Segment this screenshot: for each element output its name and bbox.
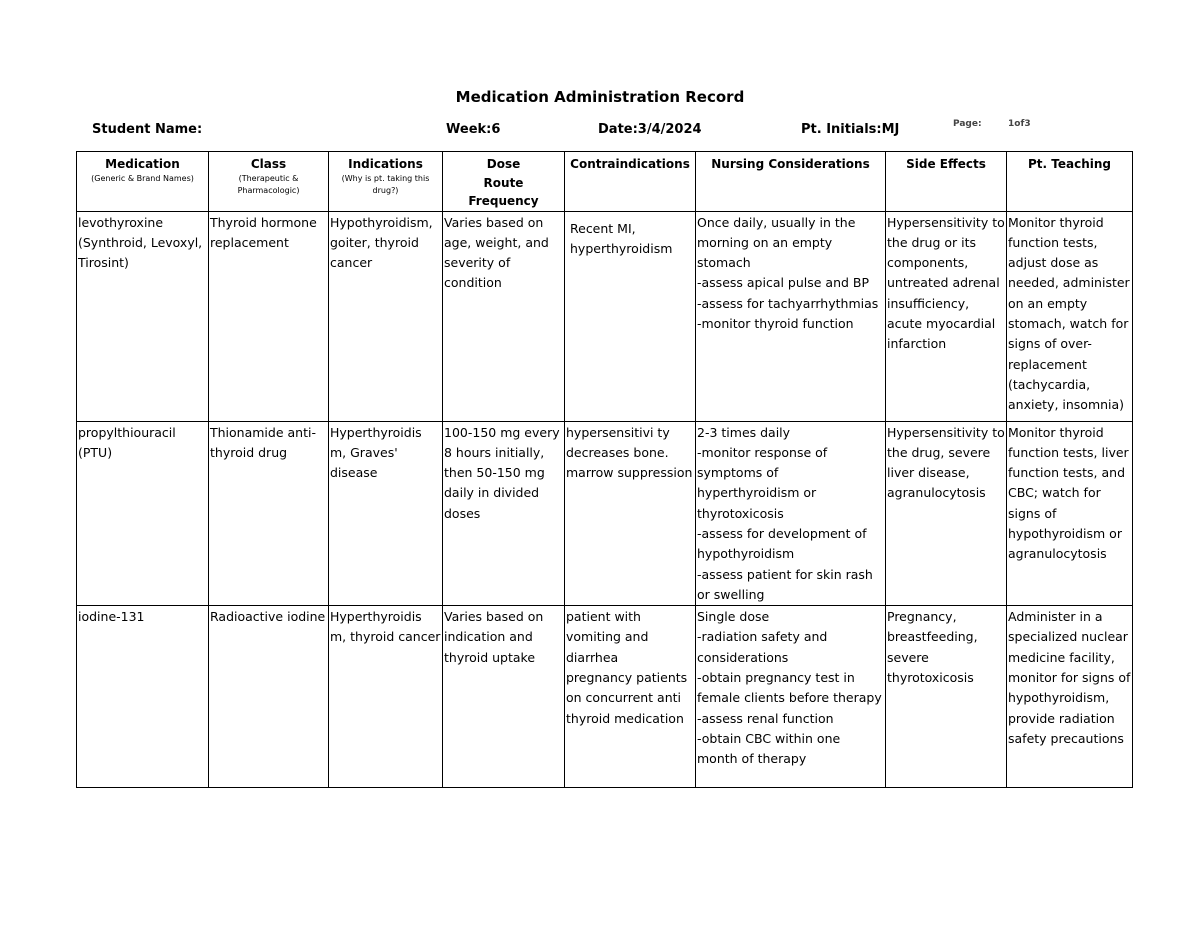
page-number: 1of3 (1008, 119, 1031, 129)
cell-medication: levothyroxine (Synthroid, Levoxyl, Tirosint) (77, 211, 209, 421)
header-class (209, 152, 329, 212)
header-label: Side Effects (906, 157, 986, 171)
header-pt-teaching (1007, 152, 1133, 212)
pt-initials-field: Pt. Initials:MJ (801, 122, 900, 137)
cell-contraindications: patient with vomiting and diarrhea pregnancy patients on concurrent anti thyroid medication (565, 606, 696, 788)
table-row (77, 211, 1133, 421)
cell-pt-teaching: Monitor thyroid function tests, liver function tests, and CBC; watch for signs of hypothyroidism or agranulocytosis (1007, 421, 1133, 606)
cell-medication: iodine-131 (77, 606, 209, 788)
cell-side-effects: Hypersensitivity to the drug, severe liver disease, agranulocytosis (886, 421, 1007, 606)
cell-side-effects: Pregnancy, breastfeeding, severe thyrotoxicosis (886, 606, 1007, 788)
header-nursing-considerations (696, 152, 886, 212)
header-row (77, 152, 1133, 212)
header-label: Class (250, 157, 287, 171)
cell-class: Radioactive iodine (209, 606, 329, 788)
cell-nursing-considerations: 2-3 times daily -monitor response of symptoms of hyperthyroidism or thyrotoxicosis -assess for development of hypothyroidism -assess patient for skin rash or swelling (696, 421, 886, 606)
medication-table (76, 151, 1133, 788)
header-indications (329, 152, 443, 212)
header-sublabel: (Therapeutic & Pharmacologic) (237, 174, 300, 195)
student-name-label: Student Name: (92, 122, 203, 137)
cell-side-effects: Hypersensitivity to the drug or its components, untreated adrenal insufficiency, acute myocardial infarction (886, 211, 1007, 421)
cell-contraindications: Recent MI, hyperthyroidism (565, 211, 696, 421)
cell-pt-teaching: Administer in a specialized nuclear medicine facility, monitor for signs of hypothyroidism, provide radiation safety precautions (1007, 606, 1133, 788)
header-label: Nursing Considerations (711, 157, 870, 171)
header-dose (443, 152, 565, 212)
cell-nursing-considerations: Single dose -radiation safety and considerations -obtain pregnancy test in female clients before therapy -assess renal function -obtain CBC within one month of therapy (696, 606, 886, 788)
cell-contraindications: hypersensitivi ty decreases bone. marrow suppression (565, 421, 696, 606)
date-field: Date:3/4/2024 (598, 122, 702, 137)
header-sublabel: (Generic & Brand Names) (91, 174, 194, 183)
record-title: Medication Administration Record (455, 88, 745, 106)
header-contraindications (565, 152, 696, 212)
cell-class: Thionamide anti-thyroid drug (209, 421, 329, 606)
header-medication (77, 152, 209, 212)
header-side-effects (886, 152, 1007, 212)
cell-medication: propylthiouracil (PTU) (77, 421, 209, 606)
cell-indications: Hyperthyroidis m, thyroid cancer (329, 606, 443, 788)
page-label: Page: (953, 119, 982, 129)
cell-indications: Hypothyroidism, goiter, thyroid cancer (329, 211, 443, 421)
cell-dose: Varies based on indication and thyroid uptake (443, 606, 565, 788)
cell-indications: Hyperthyroidis m, Graves' disease (329, 421, 443, 606)
week-field: Week:6 (446, 122, 501, 137)
table-row (77, 421, 1133, 606)
table-row (77, 606, 1133, 788)
header-label: Dose Route Frequency (468, 157, 539, 208)
cell-pt-teaching: Monitor thyroid function tests, adjust dose as needed, administer on an empty stomach, watch for signs of over-replacement (tachycardia, anxiety, insomnia) (1007, 211, 1133, 421)
cell-dose: Varies based on age, weight, and severity of condition (443, 211, 565, 421)
header-label: Contraindications (570, 157, 690, 171)
header-label: Pt. Teaching (1028, 157, 1111, 171)
cell-class: Thyroid hormone replacement (209, 211, 329, 421)
header-label: Medication (105, 157, 180, 171)
cell-dose: 100-150 mg every 8 hours initially, then 50-150 mg daily in divided doses (443, 421, 565, 606)
cell-nursing-considerations: Once daily, usually in the morning on an empty stomach -assess apical pulse and BP -assess for tachyarrhythmias -monitor thyroid function (696, 211, 886, 421)
header-sublabel: (Why is pt. taking this drug?) (341, 174, 430, 195)
header-label: Indications (348, 157, 423, 171)
